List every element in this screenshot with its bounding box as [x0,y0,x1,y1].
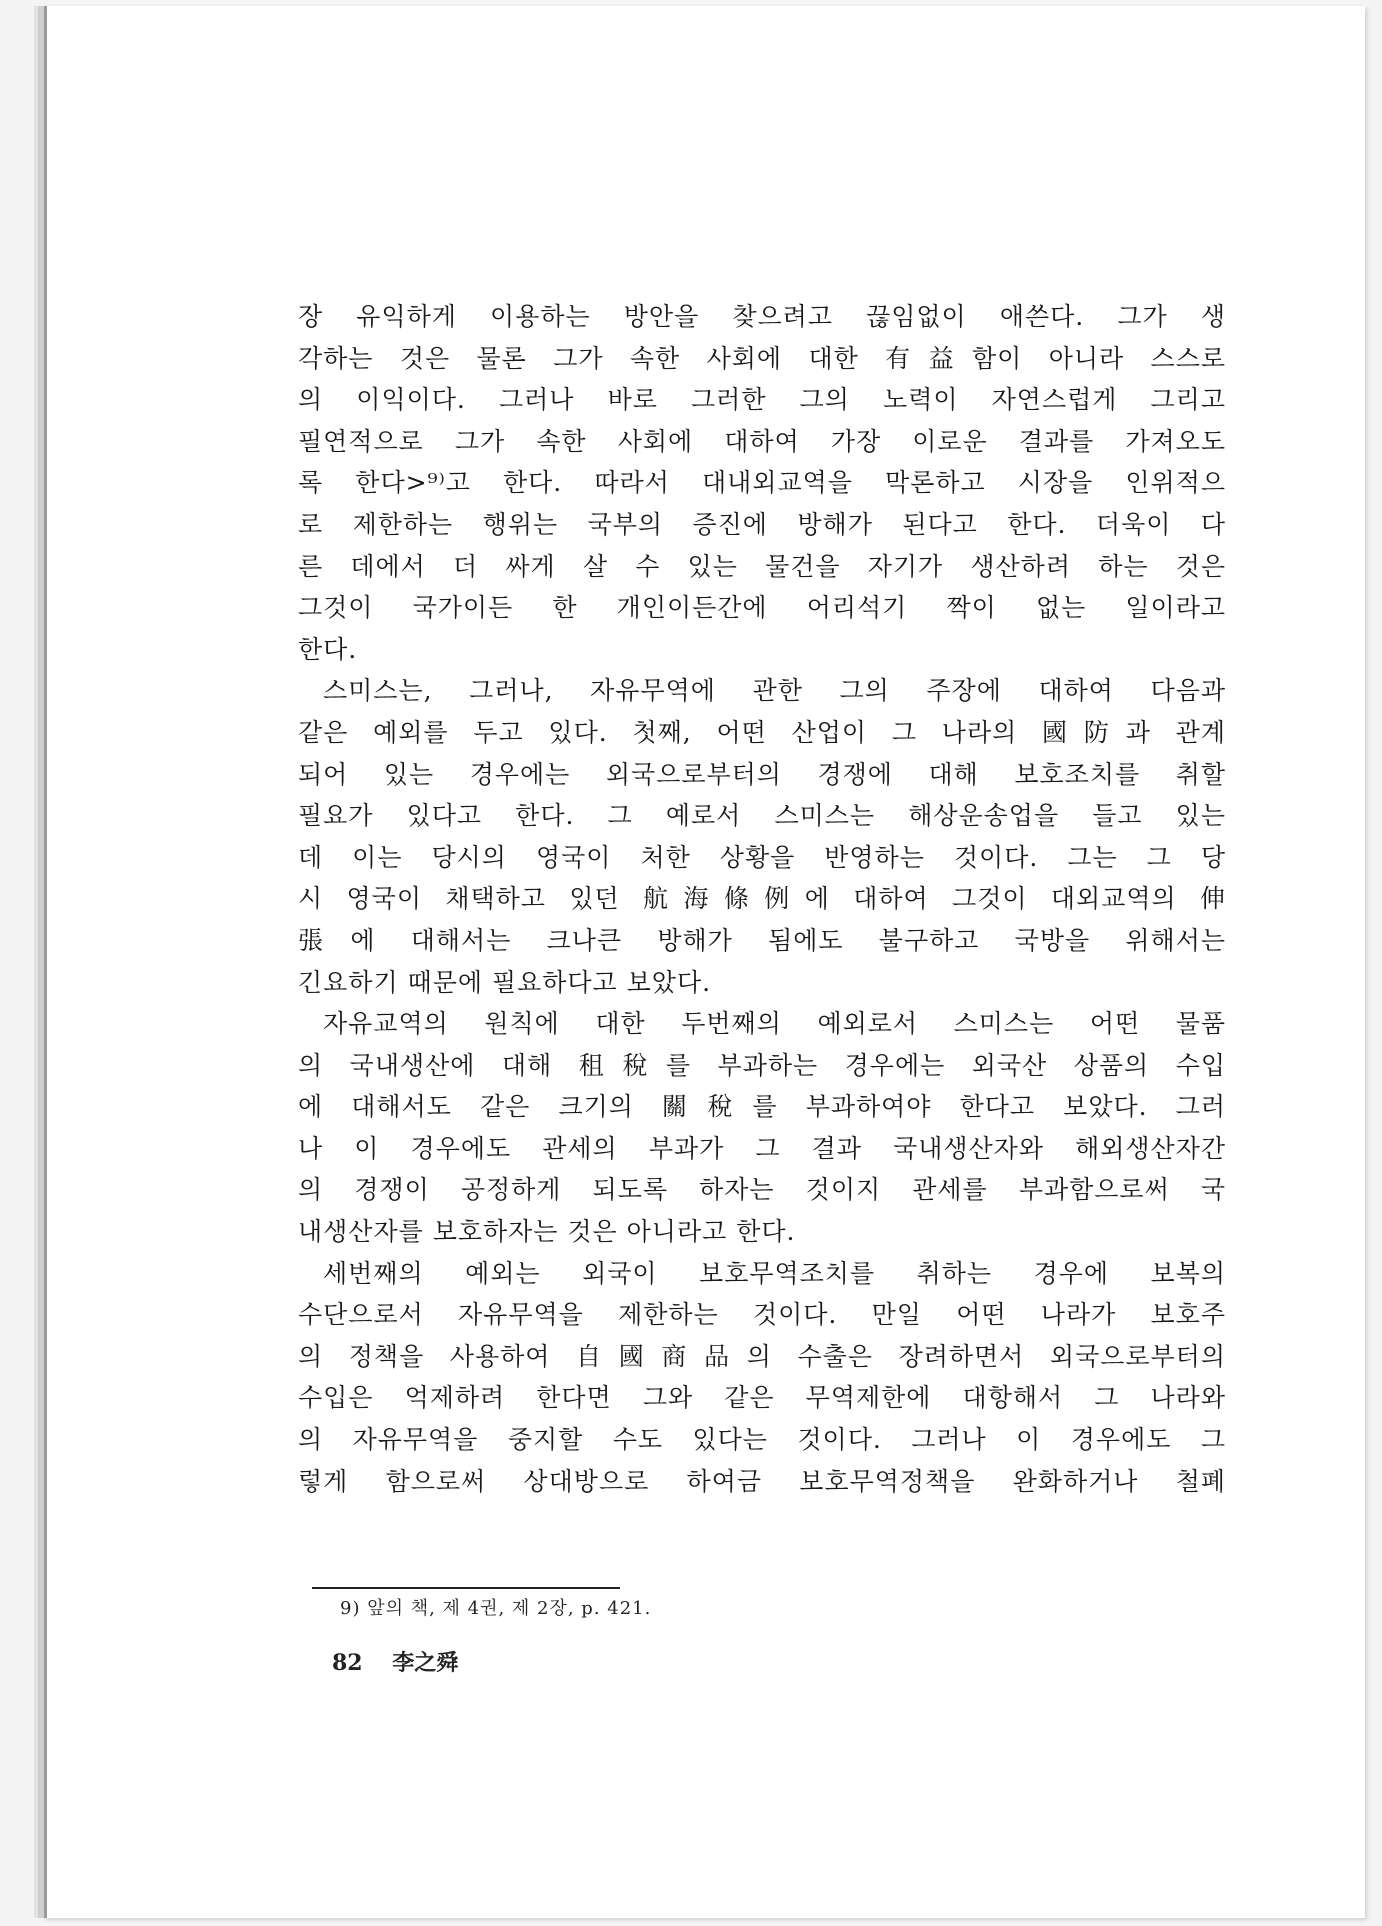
text-line: 자유교역의 원칙에 대한 두번째의 예외로서 스미스는 어떤 물품 [323,1009,1226,1039]
footnote-divider [312,1587,620,1589]
text-line: 되어 있는 경우에는 외국으로부터의 경쟁에 대해 보호조치를 취할 [298,759,1226,789]
text-line: 그것이 국가이든 한 개인이든간에 어리석기 짝이 없는 일이라고 [298,593,1226,623]
text-line: 한다. [298,634,358,664]
text-line: 시 영국이 채택하고 있던 航海條例에 대하여 그것이 대외교역의 伸 [298,884,1226,914]
text-line: 데 이는 당시의 영국이 처한 상황을 반영하는 것이다. 그는 그 당 [298,842,1226,872]
text-line: 나 이 경우에도 관세의 부과가 그 결과 국내생산자와 해외생산자간 [298,1133,1226,1163]
text-line: 의 경쟁이 공정하게 되도록 하자는 것이지 관세를 부과함으로써 국 [298,1175,1226,1205]
running-author: 李之舜 [392,1650,459,1676]
page-footer [332,1646,458,1677]
text-line: 장 유익하게 이용하는 방안을 찾으려고 끊임없이 애쓴다. 그가 생 [298,302,1226,331]
text-line: 긴요하기 때문에 필요하다고 보았다. [298,967,712,997]
text-line: 른 데에서 더 싸게 살 수 있는 물건을 자기가 생산하려 하는 것은 [298,551,1226,581]
text-line: 필요가 있다고 한다. 그 예로서 스미스는 해상운송업을 들고 있는 [298,801,1226,831]
text-line: 수입은 억제하려 한다면 그와 같은 무역제한에 대항해서 그 나라와 [298,1383,1226,1413]
text-line: 수단으로서 자유무역을 제한하는 것이다. 만일 어떤 나라가 보호주 [298,1300,1226,1330]
text-line: 세번째의 예외는 외국이 보호무역조치를 취하는 경우에 보복의 [323,1258,1226,1288]
text-line: 렇게 함으로써 상대방으로 하여금 보호무역정책을 완화하거나 철폐 [298,1466,1226,1496]
text-line: 각하는 것은 물론 그가 속한 사회에 대한 有益함이 아니라 스스로 [298,343,1226,373]
text-line: 張에 대해서는 크나큰 방해가 됨에도 불구하고 국방을 위해서는 [298,925,1226,955]
page-number: 82 [332,1650,363,1676]
text-line: 로 제한하는 행위는 국부의 증진에 방해가 된다고 한다. 더욱이 다 [298,509,1226,539]
text-line: 의 정책을 사용하여 自國商品의 수출은 장려하면서 외국으로부터의 [298,1341,1226,1371]
text-line: 같은 예외를 두고 있다. 첫째, 어떤 산업이 그 나라의 國防과 관계 [298,717,1226,747]
text-line: 의 국내생산에 대해 租稅를 부과하는 경우에는 외국산 상품의 수입 [298,1050,1226,1080]
footnote: 9) 앞의 책, 제 4권, 제 2장, p. 421. [340,1598,652,1619]
body-text [298,296,1226,1502]
text-line: 록 한다>⁹⁾고 한다. 따라서 대내외교역을 막론하고 시장을 인위적으 [298,468,1226,498]
text-line: 필연적으로 그가 속한 사회에 대하여 가장 이로운 결과를 가져오도 [298,426,1226,456]
text-line: 의 이익이다. 그러나 바로 그러한 그의 노력이 자연스럽게 그리고 [298,385,1226,415]
text-line: 내생산자를 보호하자는 것은 아니라고 한다. [298,1217,796,1247]
text-line: 에 대해서도 같은 크기의 關稅를 부과하여야 한다고 보았다. 그러 [298,1092,1226,1122]
text-line: 스미스는, 그러나, 자유무역에 관한 그의 주장에 대하여 다음과 [323,676,1226,706]
text-line: 의 자유무역을 중지할 수도 있다는 것이다. 그러나 이 경우에도 그 [298,1425,1226,1455]
